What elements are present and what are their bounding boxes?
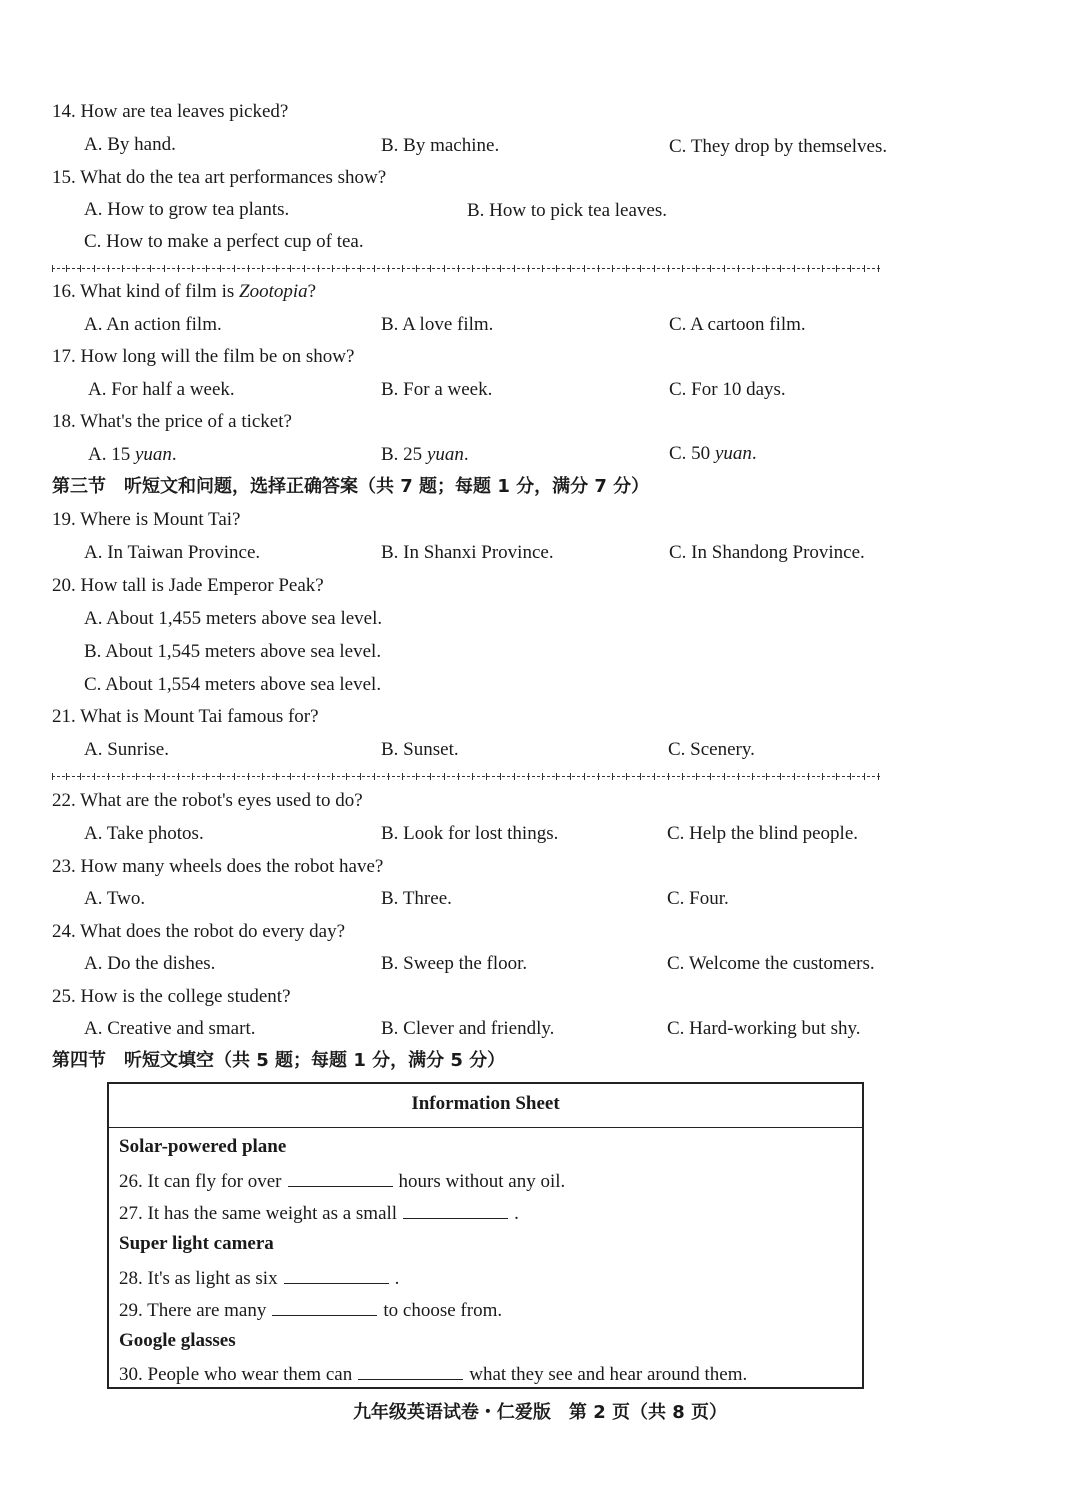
question-14: 14. How are tea leaves picked? [52, 101, 289, 122]
q20-option-b: B. About 1,545 meters above sea level. [84, 641, 382, 662]
item-30-text: 30. People who wear them can [119, 1364, 353, 1385]
question-23: 23. How many wheels does the robot have? [52, 856, 384, 877]
section-3-heading: 第三节 听短文和问题，选择正确答案（共 7 题；每题 1 分，满分 7 分） [52, 476, 650, 497]
q18-c-dot: . [751, 443, 757, 464]
q22-option-c: C. Help the blind people. [667, 823, 859, 844]
item-26 [119, 1168, 565, 1194]
blank-30[interactable] [358, 1361, 463, 1380]
q21-option-a: A. Sunrise. [84, 739, 169, 760]
q15-option-a: A. How to grow tea plants. [84, 199, 290, 220]
film-title: Zootopia [239, 281, 308, 302]
q17-option-c: C. For 10 days. [669, 379, 786, 400]
q23-option-b: B. Three. [381, 888, 452, 909]
item-27-text: 27. It has the same weight as a small [119, 1203, 398, 1224]
dashed-divider [52, 776, 880, 777]
item-30 [119, 1361, 747, 1387]
section-4-heading: 第四节 听短文填空（共 5 题；每题 1 分，满分 5 分） [52, 1050, 506, 1071]
q18-b-num: B. 25 [381, 444, 427, 465]
blank-27[interactable] [403, 1200, 508, 1219]
q14-option-b: B. By machine. [381, 135, 500, 156]
blank-29[interactable] [272, 1297, 377, 1316]
heading-camera-text: Super light camera [119, 1233, 274, 1254]
blank-26[interactable] [288, 1168, 393, 1187]
question-17: 17. How long will the film be on show? [52, 346, 355, 367]
question-24: 24. What does the robot do every day? [52, 921, 346, 942]
q18-option-b [381, 443, 469, 467]
heading-camera [119, 1232, 274, 1256]
heading-glasses-text: Google glasses [119, 1330, 236, 1351]
q16-option-a: A. An action film. [84, 314, 222, 335]
q20-option-a: A. About 1,455 meters above sea level. [84, 608, 383, 629]
q14-option-a: A. By hand. [84, 134, 176, 155]
q18-option-a [88, 443, 177, 467]
question-16-end: ? [307, 281, 317, 302]
q15-option-b: B. How to pick tea leaves. [467, 200, 667, 221]
question-16-text: 16. What kind of film is [52, 281, 239, 302]
item-29 [119, 1297, 502, 1323]
q19-option-c: C. In Shandong Province. [669, 542, 865, 563]
q24-option-b: B. Sweep the floor. [381, 953, 528, 974]
q15-option-c: C. How to make a perfect cup of tea. [84, 231, 364, 252]
q18-option-c [669, 442, 757, 466]
item-26-text: 26. It can fly for over [119, 1171, 282, 1192]
item-28-text: 28. It's as light as six [119, 1268, 278, 1289]
q19-option-a: A. In Taiwan Province. [84, 542, 261, 563]
page-footer: 九年级英语试卷・仁爱版 第 2 页（共 8 页） [352, 1402, 728, 1423]
item-28-rest: . [394, 1268, 400, 1289]
q18-a-num: A. 15 [88, 444, 135, 465]
q23-option-a: A. Two. [84, 888, 146, 909]
question-16 [52, 280, 316, 304]
q18-c-num: C. 50 [669, 443, 715, 464]
q21-option-b: B. Sunset. [381, 739, 459, 760]
q17-option-a: A. For half a week. [88, 379, 235, 400]
question-20: 20. How tall is Jade Emperor Peak? [52, 575, 324, 596]
item-27-rest: . [514, 1203, 519, 1224]
q24-option-c: C. Welcome the customers. [667, 953, 875, 974]
q25-option-c: C. Hard-working but shy. [667, 1018, 861, 1039]
q22-option-a: A. Take photos. [84, 823, 204, 844]
item-26-rest: hours without any oil. [398, 1171, 566, 1192]
heading-solar-plane [119, 1135, 286, 1159]
q14-option-c: C. They drop by themselves. [669, 136, 888, 157]
q22-option-b: B. Look for lost things. [381, 823, 559, 844]
question-21: 21. What is Mount Tai famous for? [52, 706, 319, 727]
dashed-divider [52, 268, 880, 269]
q18-c-unit: yuan [714, 443, 752, 464]
q19-option-b: B. In Shanxi Province. [381, 542, 554, 563]
blank-28[interactable] [284, 1265, 389, 1284]
q17-option-b: B. For a week. [381, 379, 493, 400]
q25-option-a: A. Creative and smart. [84, 1018, 256, 1039]
q18-b-unit: yuan [426, 444, 464, 465]
q21-option-c: C. Scenery. [668, 739, 755, 760]
q23-option-c: C. Four. [667, 888, 729, 909]
heading-solar-plane-text: Solar-powered plane [119, 1136, 287, 1157]
q18-a-dot: . [171, 444, 177, 465]
item-29-rest: to choose from. [383, 1300, 503, 1321]
information-sheet [107, 1082, 864, 1389]
item-30-rest: what they see and hear around them. [469, 1364, 748, 1385]
q18-a-unit: yuan [134, 444, 172, 465]
question-19: 19. Where is Mount Tai? [52, 509, 241, 530]
q18-b-dot: . [463, 444, 469, 465]
question-15: 15. What do the tea art performances show? [52, 167, 387, 188]
q16-option-b: B. A love film. [381, 314, 494, 335]
q20-option-c: C. About 1,554 meters above sea level. [84, 674, 382, 695]
q24-option-a: A. Do the dishes. [84, 953, 216, 974]
question-18: 18. What's the price of a ticket? [52, 411, 292, 432]
q16-option-c: C. A cartoon film. [669, 314, 806, 335]
question-22: 22. What are the robot's eyes used to do? [52, 790, 363, 811]
sheet-title: Information Sheet [109, 1084, 862, 1128]
q25-option-b: B. Clever and friendly. [381, 1018, 555, 1039]
item-29-text: 29. There are many [119, 1300, 267, 1321]
item-27 [119, 1200, 519, 1226]
heading-glasses [119, 1329, 236, 1353]
item-28 [119, 1265, 399, 1291]
question-25: 25. How is the college student? [52, 986, 291, 1007]
